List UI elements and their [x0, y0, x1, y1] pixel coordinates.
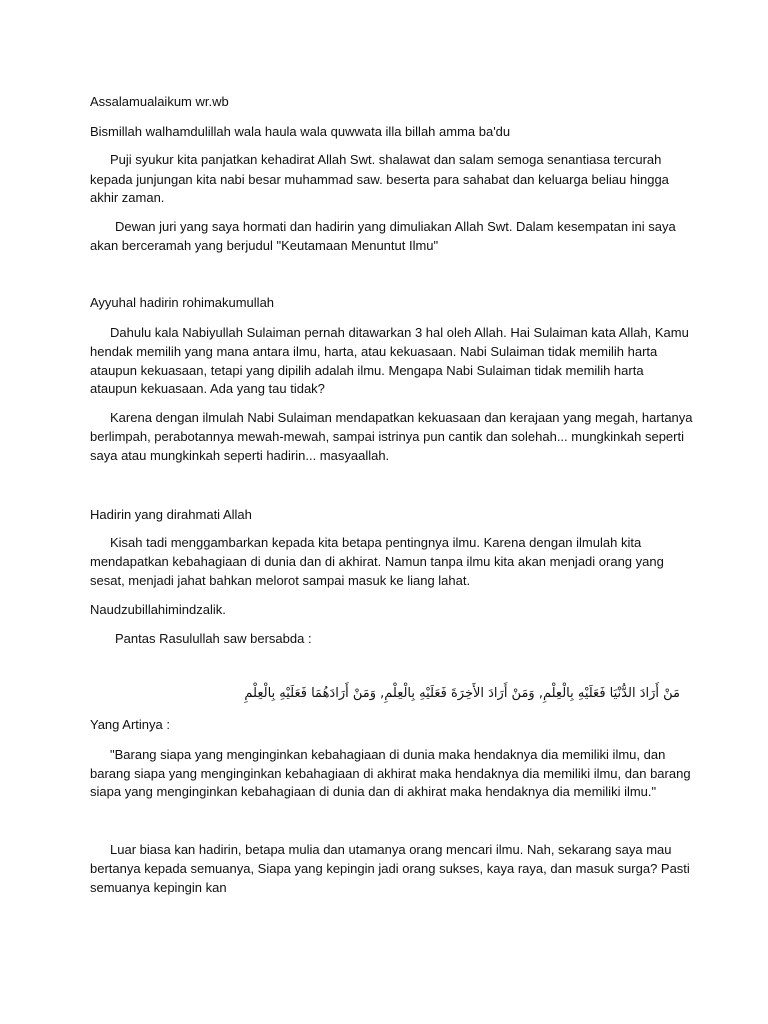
- paragraph-line: ataupun kekuasaan, tetapi yang dipilih adalah ilmu. Mengapa Nabi Sulaiman tidak memilih harta: [90, 363, 644, 378]
- paragraph-line: sesat, menjadi jahat bahkan melorot sampai masuk ke liang lahat.: [90, 573, 471, 588]
- section-heading: Hadirin yang dirahmati Allah: [90, 507, 252, 522]
- arabic-hadith: مَنْ أَرَادَ الدُّنْيَا فَعَلَيْهِ بِالْعِلْمِ, وَمَنْ أَرَادَ الأَخِرَةَ فَعَلَيْهِ بِالْعِلْمِ, وَمَنْ أَرَادَهُمَا فَعَلَيْهِ بِالْعِلْمِ: [244, 686, 680, 701]
- paragraph-line: Dahulu kala Nabiyullah Sulaiman pernah ditawarkan 3 hal oleh Allah. Hai Sulaiman kata Allah, Kamu: [110, 325, 689, 340]
- paragraph-line: Karena dengan ilmulah Nabi Sulaiman mendapatkan kekuasaan dan kerajaan yang megah, hartanya: [110, 410, 693, 425]
- artinya-label: Yang Artinya :: [90, 717, 170, 732]
- paragraph-line: Dewan juri yang saya hormati dan hadirin yang dimuliakan Allah Swt. Dalam kesempatan ini saya: [115, 219, 676, 234]
- paragraph-line: hendak memilih yang mana antara ilmu, harta, atau kekuasaan. Nabi Sulaiman tidak memilih harta: [90, 344, 658, 359]
- paragraph-line: Luar biasa kan hadirin, betapa mulia dan utamanya orang mencari ilmu. Nah, sekarang saya mau: [110, 842, 672, 857]
- pantas-line: Pantas Rasulullah saw bersabda :: [115, 631, 312, 646]
- paragraph-line: barang siapa yang menginginkan kebahagiaan di akhirat maka hendaknya dia memiliki ilmu, dan barang: [90, 766, 691, 781]
- paragraph-line: ataupun kekuasaan. Ada yang tau tidak?: [90, 381, 325, 396]
- paragraph-line: Puji syukur kita panjatkan kehadirat Allah Swt. shalawat dan salam semoga senantiasa tercurah: [110, 152, 662, 167]
- paragraph-line: akhir zaman.: [90, 190, 165, 205]
- greeting: Assalamualaikum wr.wb: [90, 94, 229, 109]
- paragraph-line: berlimpah, perabotannya mewah-mewah, sampai istrinya pun cantik dan solehah... mungkinkah seperti: [90, 429, 684, 444]
- naudzu-line: Naudzubillahimindzalik.: [90, 602, 226, 617]
- paragraph-line: semuanya kepingin kan: [90, 880, 227, 895]
- paragraph-line: bertanya kepada semuanya, Siapa yang kepingin jadi orang sukses, kaya raya, dan masuk surga? Pasti: [90, 861, 690, 876]
- paragraph-line: "Barang siapa yang menginginkan kebahagiaan di dunia maka hendaknya dia memiliki ilmu, dan: [110, 747, 666, 762]
- paragraph-line: siapa yang menginginkan kebahagiaan di dunia dan di akhirat maka hendaknya dia memiliki ilmu.": [90, 784, 657, 799]
- section-heading: Ayyuhal hadirin rohimakumullah: [90, 295, 275, 310]
- paragraph-line: akan berceramah yang berjudul "Keutamaan Menuntut Ilmu": [90, 238, 439, 253]
- paragraph-line: Kisah tadi menggambarkan kepada kita betapa pentingnya ilmu. Karena dengan ilmulah kita: [110, 535, 642, 550]
- paragraph-line: kepada junjungan kita nabi besar muhammad saw. beserta para sahabat dan keluarga beliau hingga: [90, 172, 669, 187]
- paragraph-line: mendapatkan kebahagiaan di dunia dan di akhirat. Namun tanpa ilmu kita akan menjadi orang yang: [90, 554, 664, 569]
- paragraph-line: saya atau mungkinkah seperti hadirin... masyaallah.: [90, 448, 390, 463]
- bismillah: Bismillah walhamdulillah wala haula wala quwwata illa billah amma ba'du: [90, 124, 511, 139]
